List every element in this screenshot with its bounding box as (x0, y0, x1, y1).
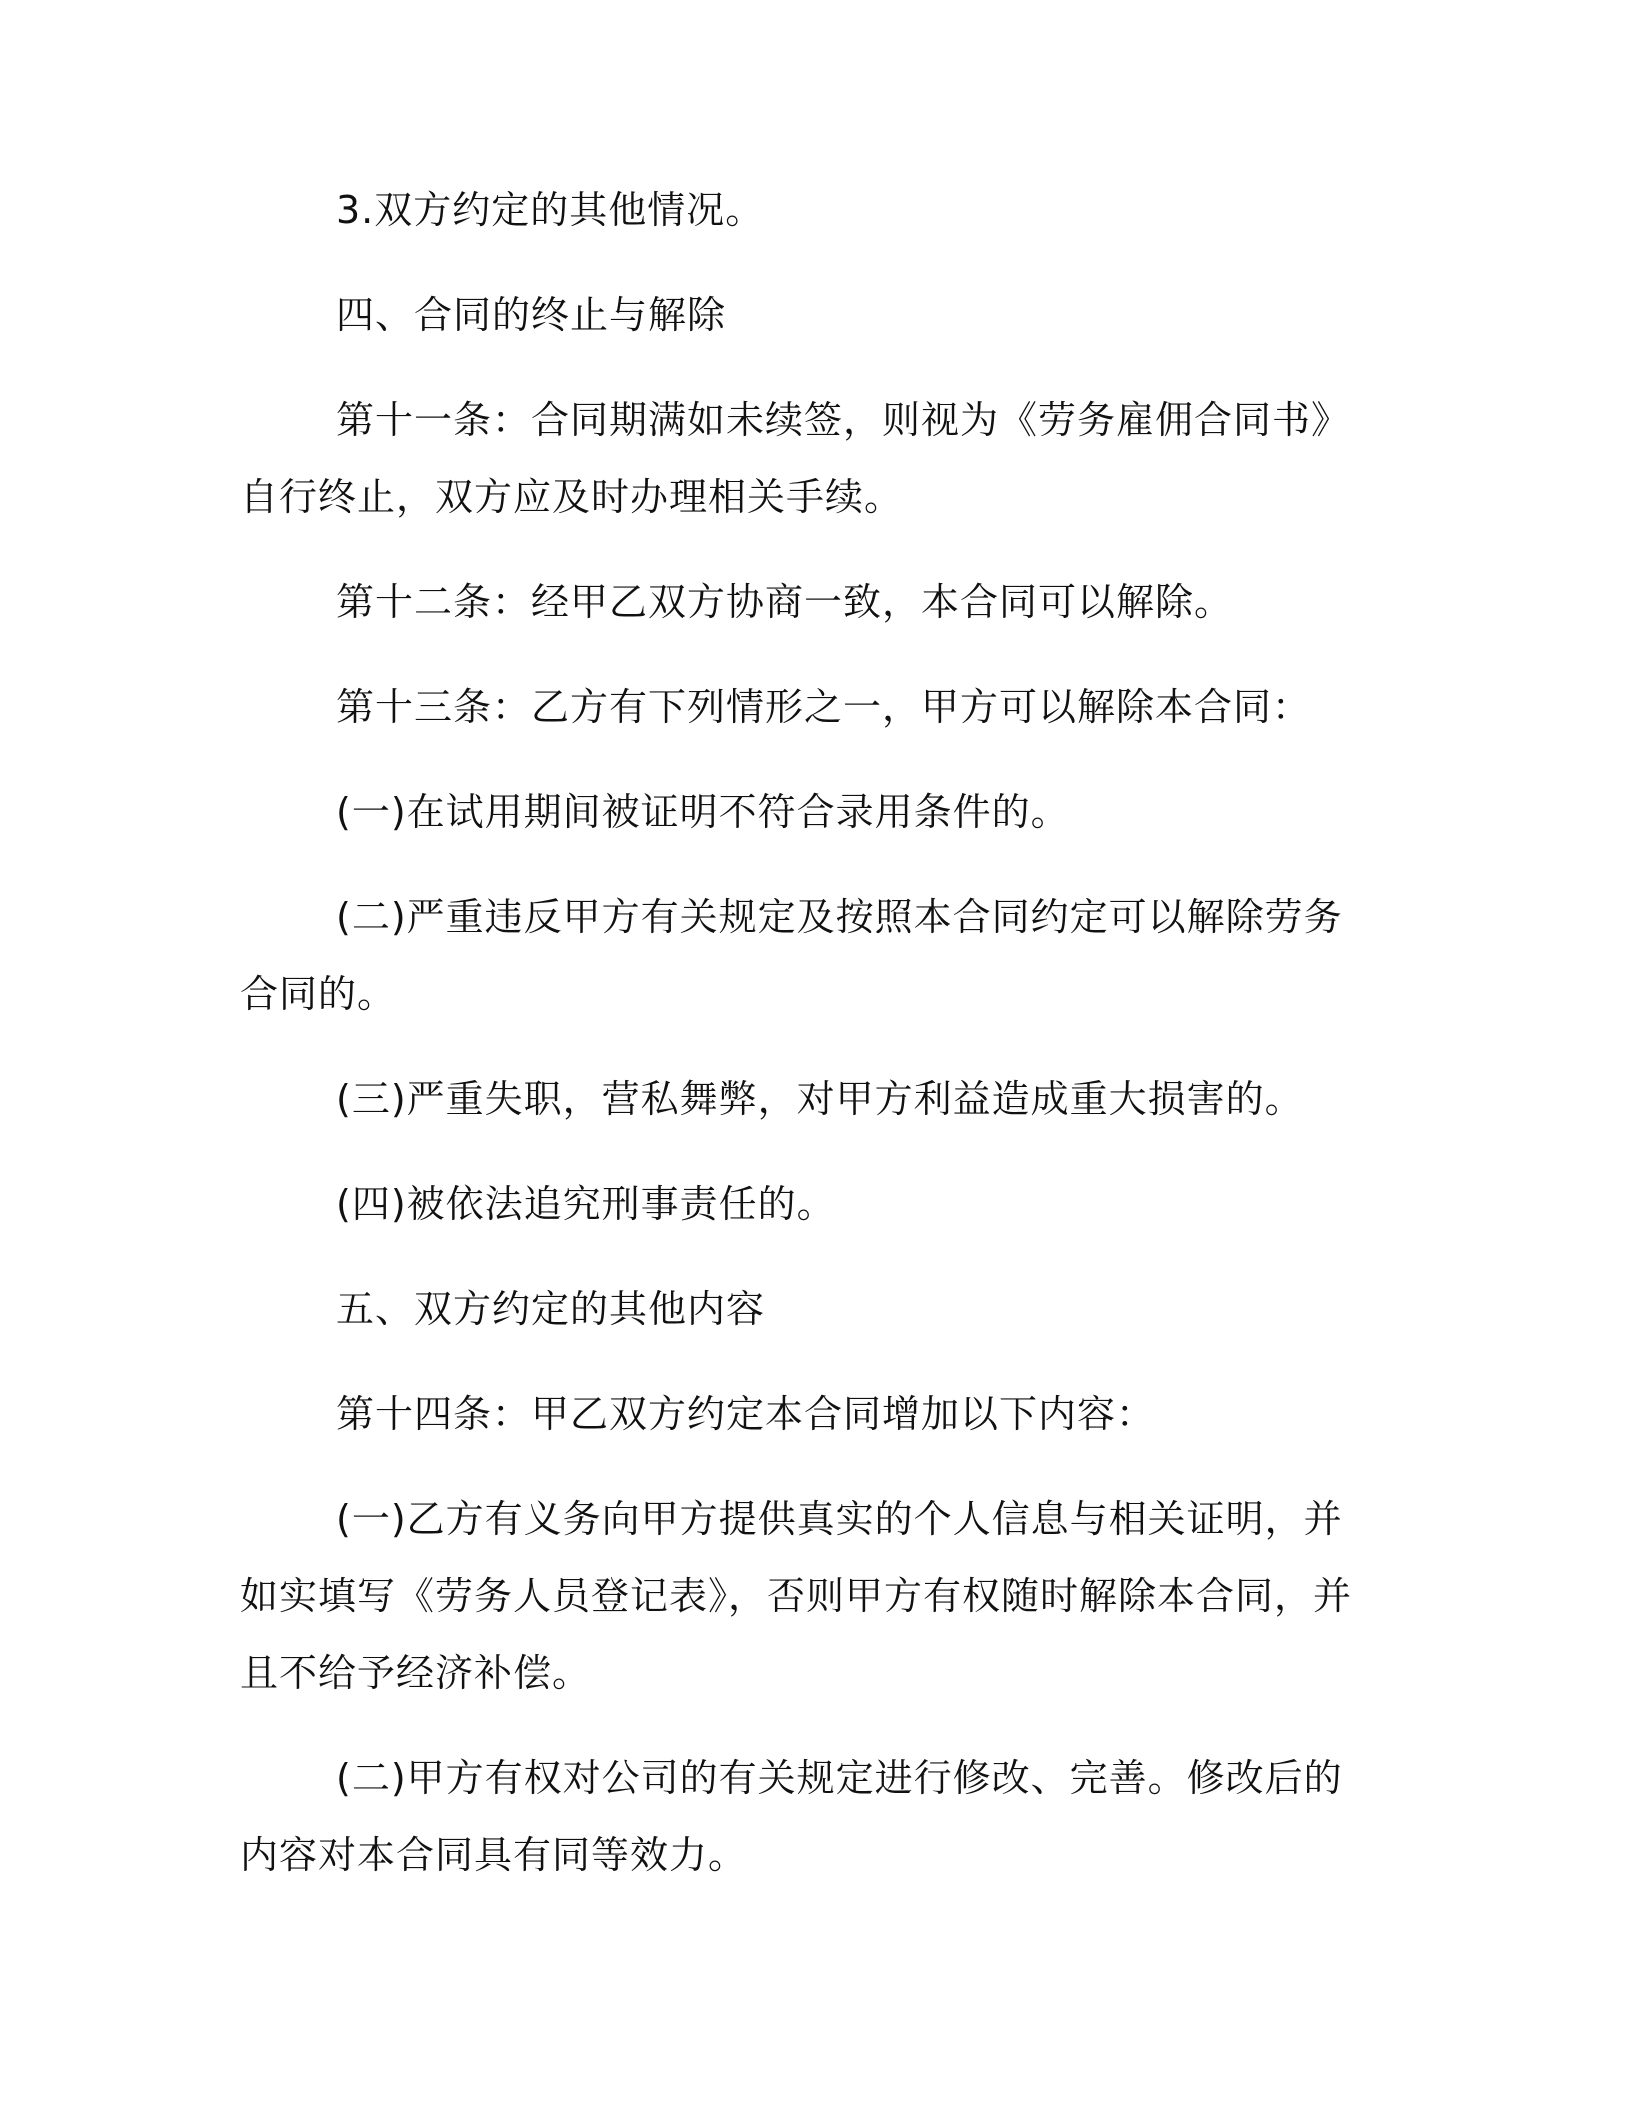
article-13: 第十三条：乙方有下列情形之一，甲方可以解除本合同： (336, 685, 1312, 729)
paragraph-other-situations: 3.双方约定的其他情况。 (336, 188, 765, 232)
clause-14-2: (二)甲方有权对公司的有关规定进行修改、完善。修改后的内容对本合同具有同等效力。 (240, 1756, 1343, 1877)
clause-14-1: (一)乙方有义务向甲方提供真实的个人信息与相关证明，并如实填写《劳务人员登记表》，否则甲方有权随时解除本合同，并且不给予经济补偿。 (240, 1497, 1353, 1695)
clause-13-3: (三)严重失职，营私舞弊，对甲方利益造成重大损害的。 (336, 1077, 1304, 1121)
clause-13-1: (一)在试用期间被证明不符合录用条件的。 (336, 790, 1070, 834)
section-heading-other-content: 五、双方约定的其他内容 (336, 1287, 766, 1331)
article-12: 第十二条：经甲乙双方协商一致，本合同可以解除。 (336, 580, 1234, 624)
document-body (240, 172, 1375, 1922)
article-14: 第十四条：甲乙双方约定本合同增加以下内容： (336, 1392, 1156, 1436)
clause-13-2: (二)严重违反甲方有关规定及按照本合同约定可以解除劳务合同的。 (240, 895, 1343, 1016)
clause-13-4: (四)被依法追究刑事责任的。 (336, 1182, 836, 1226)
article-11: 第十一条：合同期满如未续签，则视为《劳务雇佣合同书》自行终止，双方应及时办理相关手续。 (240, 398, 1351, 519)
section-heading-termination: 四、合同的终止与解除 (336, 293, 727, 337)
